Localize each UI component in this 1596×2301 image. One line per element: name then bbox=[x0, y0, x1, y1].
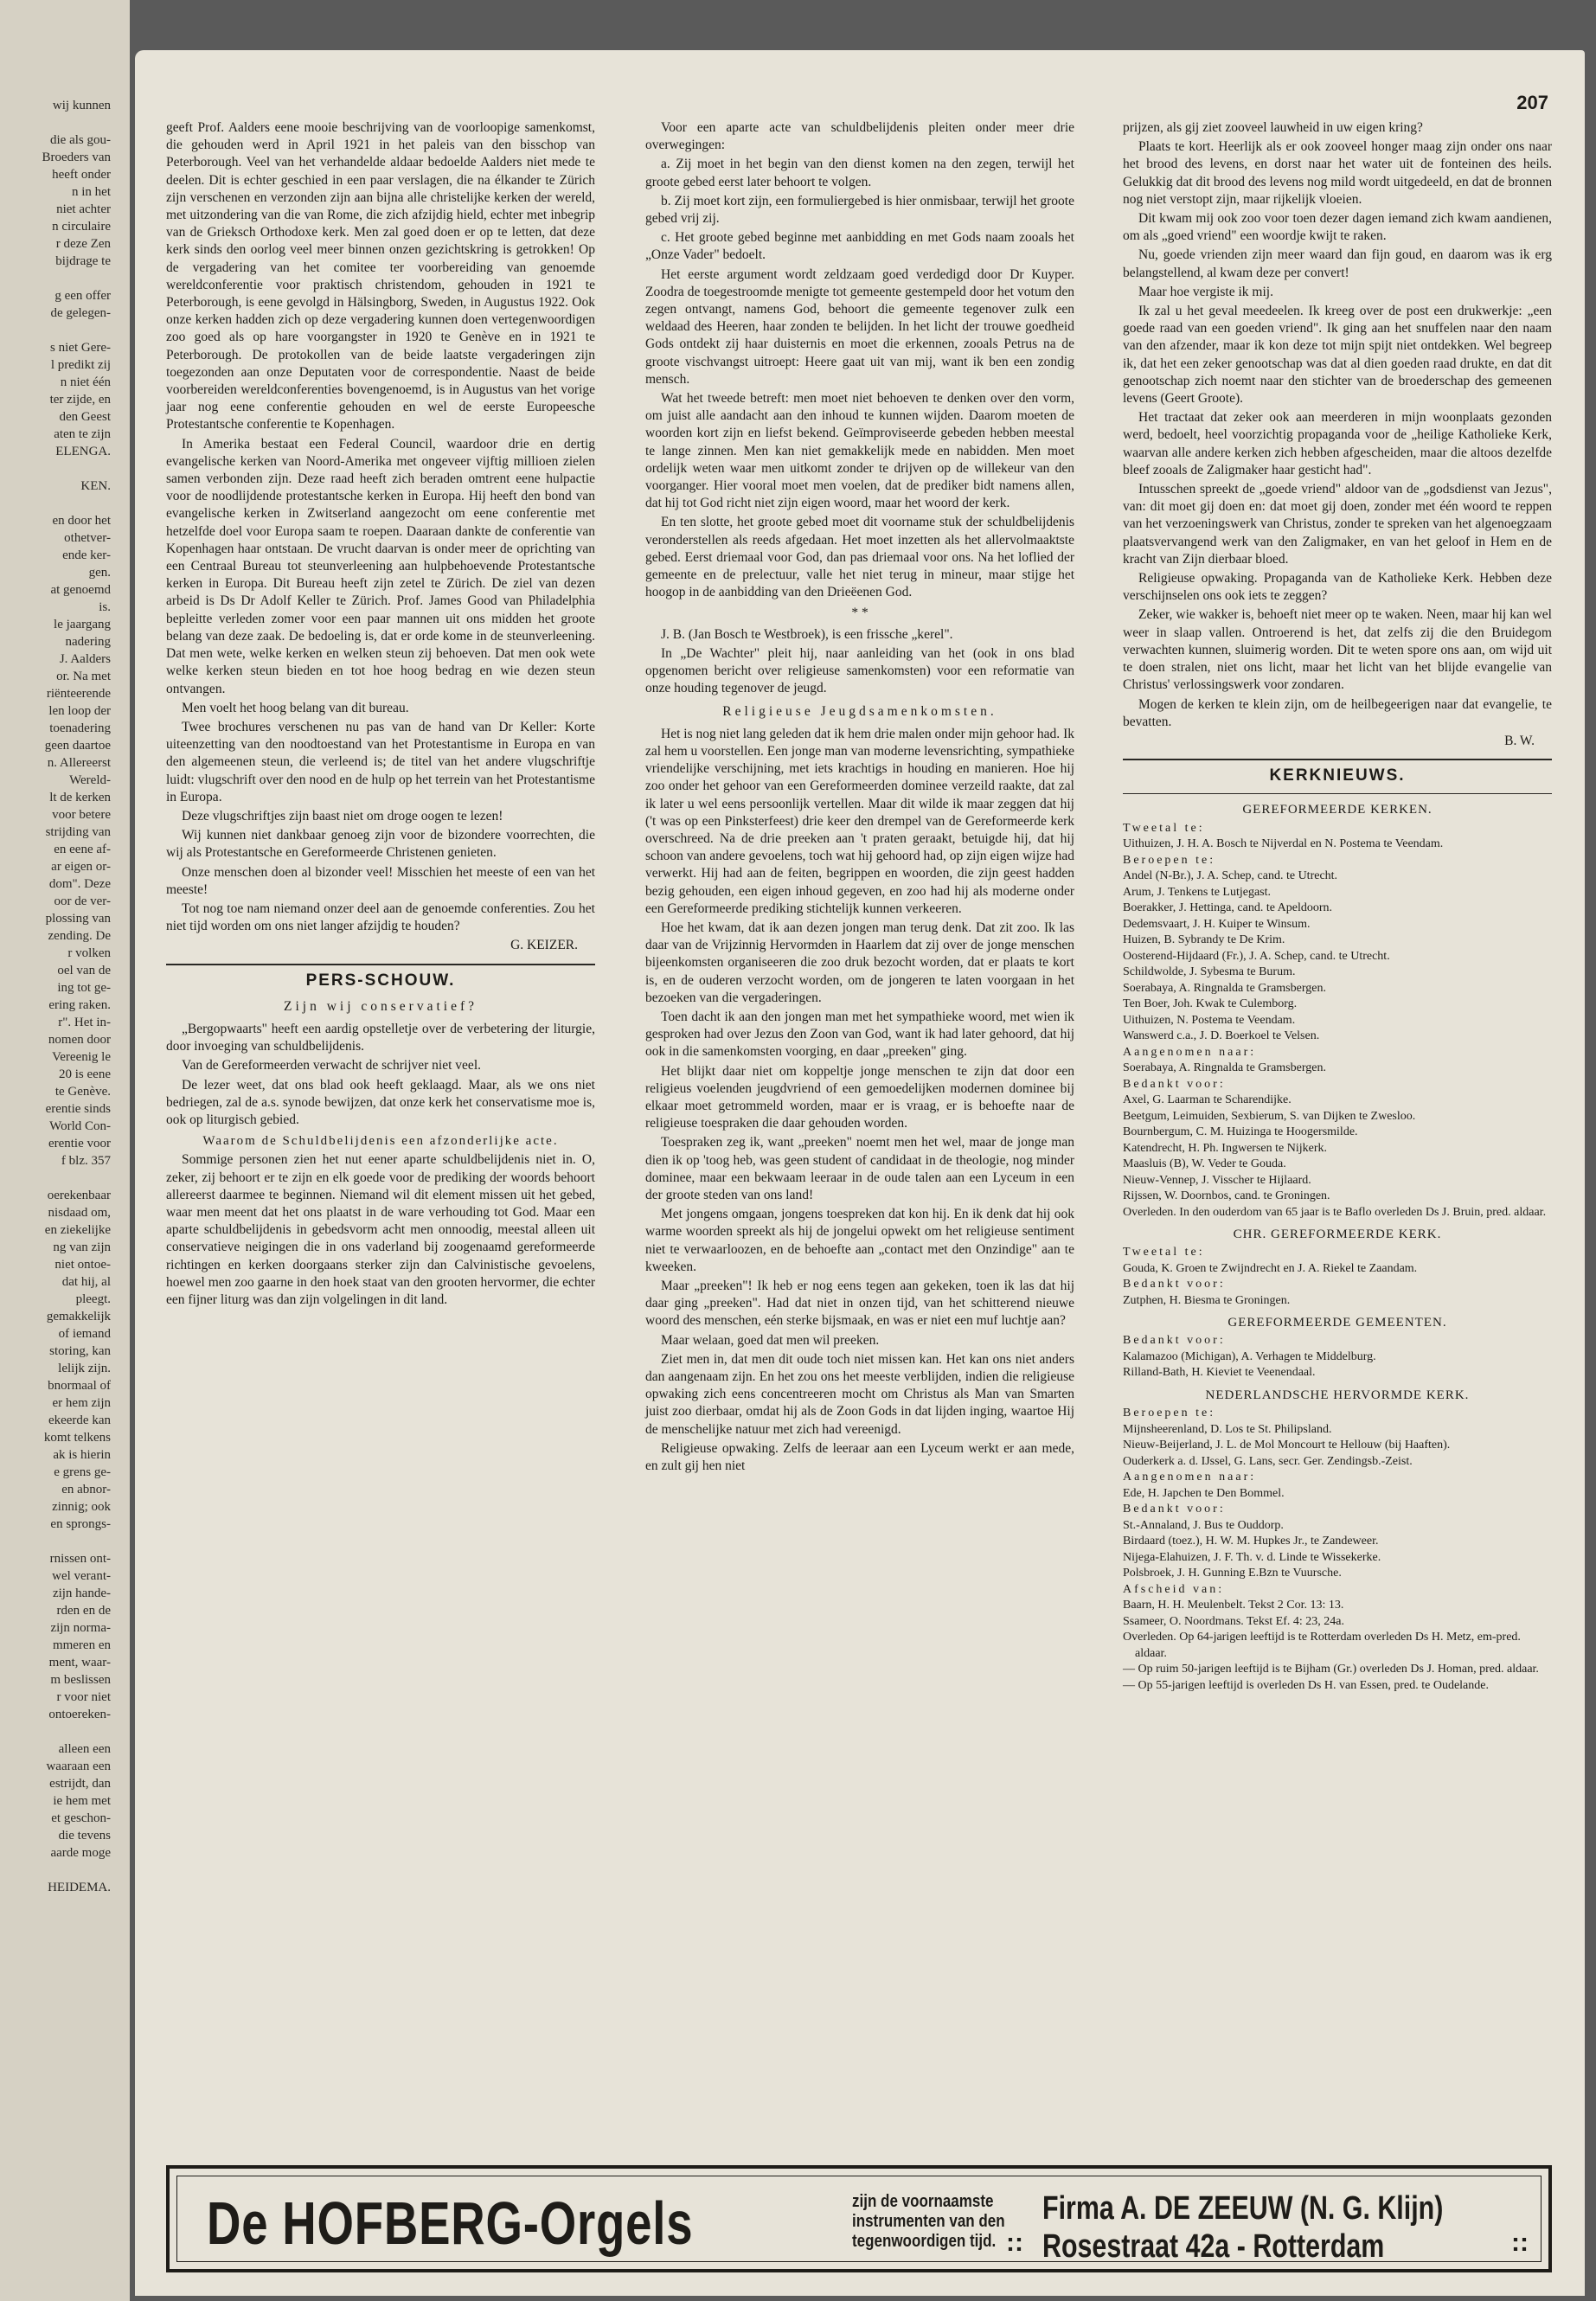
paragraph: Ik zal u het geval meedeelen. Ik kreeg over de post een drukwerkje: „een goede raad van een goeden vriend". Ik ging aan het snuffelen naar den naam van den afzender, maar ik kon deze tot mijn spijt niet ontdekken. Wel begreep ik, dat het een zeker genootschap was dat al dien goeden raad drukte, en dat dit genootschap zich noemt naar den stichter van de broederschap des gemeenen levens (Geert Groote). bbox=[1123, 304, 1552, 407]
clipped-text-line: ering raken. bbox=[48, 998, 111, 1012]
clipped-text-line: storing, kan bbox=[49, 1344, 111, 1358]
clipped-text-line: zinnig; ook bbox=[52, 1500, 111, 1514]
clipped-text-line: rden en de bbox=[56, 1604, 111, 1618]
news-category-label: Bedankt voor: bbox=[1123, 1278, 1226, 1292]
news-entry: Arum, J. Tenkens te Lutjegast. bbox=[1123, 885, 1272, 899]
section-divider bbox=[166, 964, 595, 965]
paragraph: Maar hoe vergiste ik mij. bbox=[1138, 284, 1273, 299]
clipped-text-line: die tevens bbox=[58, 1829, 111, 1843]
clipped-text-line: of iemand bbox=[58, 1327, 111, 1341]
clipped-text-line: waaraan een bbox=[46, 1759, 111, 1773]
clipped-text-line: g een offer bbox=[54, 289, 111, 303]
news-entry: Ten Boer, Joh. Kwak te Culemborg. bbox=[1123, 997, 1298, 1011]
clipped-text-line bbox=[3, 322, 111, 339]
news-entry: Axel, G. Laarman te Scharendijke. bbox=[1123, 1093, 1292, 1107]
clipped-text-line: n niet één bbox=[60, 375, 111, 389]
news-category-label: Tweetal te: bbox=[1123, 1246, 1205, 1259]
section-title-kerknieuws: KERKNIEUWS. bbox=[1269, 766, 1406, 785]
clipped-text-line: geen daartoe bbox=[44, 739, 111, 753]
clipped-text-line: KEN. bbox=[80, 479, 111, 493]
paragraph: a. Zij moet in het begin van den dienst komen na den zegen, terwijl het groote gebed eerst later behoort te volgen. bbox=[645, 157, 1074, 189]
clipped-text-line: en door het bbox=[52, 514, 111, 528]
article-signature: B. W. bbox=[1504, 733, 1535, 748]
paragraph: Het is nog niet lang geleden dat ik hem drie malen onder mijn gehoor had. Ik zal hem u voorstellen. Een jonge man van moderne levensrichting, sympathieke vriendelijke verschijning, met iets krachtigs in houding en manieren. Hoe hij zoo onder het gehoor van een Gereformeerden dominee verzeild raakte, dat zal ik later u wel eens persoonlijk vertellen. Maar dit wilde ik maar zeggen dat hij ('t was op een Pinksterfeest) drie keer den drempel van de Gereformeerde kerk overschreed. Na de drie preeken aan 't praten geraakt, betuigde hij, dat hij schoon van andere gevoelens, toch wat hij gehoord had, op zijn eigen wijze had verwerkt. Hij had aan de feiten, begrippen en woorden, die zijn geest hadden bezig gehouden, een eigen inhoud gegeven, en zoo had hij als moderne onder een Gereformeerde prediking stichtelijk kunnen verkeeren. bbox=[645, 726, 1074, 916]
paragraph: Mogen de kerken te klein zijn, om de heilbegeerigen naar dat evangelie, te bevatten. bbox=[1123, 696, 1552, 729]
news-entry: Ssameer, O. Noordmans. Tekst Ef. 4: 23, 24a. bbox=[1123, 1614, 1344, 1628]
clipped-text-line: ing tot ge- bbox=[57, 981, 111, 995]
clipped-text-line: r volken bbox=[67, 946, 111, 960]
paragraph: b. Zij moet kort zijn, een formuliergebed is hier onmisbaar, terwijl het groote gebed vrij zij. bbox=[645, 193, 1074, 227]
clipped-text-line: zijn hande- bbox=[52, 1586, 111, 1600]
clipped-text-line: heeft onder bbox=[52, 168, 111, 182]
clipped-text-line: gemakkelijk bbox=[46, 1310, 111, 1324]
clipped-text-line: en abnor- bbox=[61, 1483, 111, 1497]
paragraph: Twee brochures verschenen nu pas van de hand van Dr Keller: Korte uiteenzetting van den noodtoestand van het Protestantisme in Europa en van den algemeenen steun, die verleend is; de titel van het andere vlugschriftje luidt: vlugschrift over den nood en de hulp op het terrein van het Protestantisme in Europa. bbox=[166, 719, 595, 804]
clipped-text-line bbox=[3, 1862, 111, 1879]
paragraph: Religieuse opwaking. Propaganda van de Katholieke Kerk. Hebben deze verschijnselen ons ook iets te zeggen? bbox=[1123, 571, 1552, 604]
clipped-text-line: at genoemd bbox=[50, 583, 111, 597]
news-entry: Rijssen, W. Doornbos, cand. te Groningen. bbox=[1123, 1189, 1330, 1203]
clipped-text-line: erentie sinds bbox=[45, 1102, 111, 1116]
clipped-text-line: estrijdt, dan bbox=[49, 1777, 111, 1791]
clipped-text-line: World Con- bbox=[49, 1119, 111, 1133]
paragraph: Intusschen spreekt de „goede vriend" aldoor van de „godsdienst van Jezus", van: dit moet gij doen en: dat moet gij doen, zonder met één woord te reppen van het verzoeningswerk van Christus, zonder te spreken van het algenoegzaam plaatsvervangend werk van den Zaligmaker, en van het geloof in Hem en de kracht van Zijn dierbaar bloed. bbox=[1123, 482, 1552, 567]
clipped-text-line: le jaargang bbox=[54, 618, 111, 631]
section-divider bbox=[1123, 759, 1552, 760]
clipped-text-line: zijn norma- bbox=[50, 1621, 111, 1635]
paragraph: Het eerste argument wordt zeldzaam goed verdedigd door Dr Kuyper. Zoodra de toegestroomde menigte tot gemeente gestempeld door het votum den zegen ontvangt, namens God, behoort die gemeente tegenover zulk een weldaad des Heeren, haar zonden te belijden. In het licht der trouwe goedheid Gods ontdekt zij haar duisternis en moet die erkennen, zooals Petrus na de groote vischvangst uitroept: Heere gaat uit van mij, want ik ben een zondig mensch. bbox=[645, 266, 1074, 387]
clipped-text-line: e grens ge- bbox=[54, 1465, 111, 1479]
clipped-text-line: rnissen ont- bbox=[49, 1552, 111, 1566]
article-quote-body bbox=[645, 726, 1074, 1476]
clipped-text-line: bijdrage te bbox=[55, 254, 111, 268]
clipped-text-line: de gelegen- bbox=[50, 306, 111, 320]
ad-ornament: :: bbox=[1511, 2228, 1529, 2257]
clipped-text-line: lt de kerken bbox=[49, 791, 111, 804]
clipped-text-line: pleegt. bbox=[75, 1292, 111, 1306]
separator-stars: * * bbox=[851, 606, 869, 621]
clipped-text-line: gen. bbox=[88, 566, 111, 580]
paragraph: En ten slotte, het groote gebed moet dit voorname stuk der schuldbelijdenis veronderstellen als reeds afgedaan. Het moet inzetten als het allervolmaaktste gebed. Eerst driemaal voor God, dan pas driemaal voor ons. Na het loflied der gemeente en de prelectuur, valle het niet terug in mineur, maar stijge het hoogop in de aanbidding van den Drieëenen God. bbox=[645, 515, 1074, 600]
news-entry: Oosterend-Hijdaard (Fr.), J. A. Schep, cand. te Utrecht. bbox=[1123, 949, 1390, 963]
clipped-text-line: HEIDEMA. bbox=[48, 1881, 111, 1894]
ad-tagline-line: instrumenten van den bbox=[852, 2212, 1005, 2231]
paragraph: Tot nog toe nam niemand onzer deel aan de genoemde conferenties. Zou het niet tijd worden om ons niet langer afzijdig te houden? bbox=[166, 901, 595, 934]
news-entry: Nijega-Elahuizen, J. F. Th. v. d. Linde te Wissekerke. bbox=[1123, 1550, 1381, 1564]
article-continuation bbox=[166, 119, 595, 935]
news-entry: Andel (N-Br.), J. A. Schep, cand. te Utrecht. bbox=[1123, 869, 1338, 883]
news-entry: Huizen, B. Sybrandy te De Krim. bbox=[1123, 933, 1285, 947]
news-entry: Mijnsheerenland, D. Los te St. Philipsland. bbox=[1123, 1422, 1332, 1436]
news-entry: — Op 55-jarigen leeftijd is overleden Ds H. van Essen, pred. te Oudelande. bbox=[1123, 1678, 1489, 1692]
clipped-text-line: Broeders van bbox=[42, 151, 111, 164]
section-divider-thin bbox=[1123, 793, 1552, 794]
article-subtitle: Religieuse Jeugdsamenkomsten. bbox=[722, 703, 997, 719]
news-entry: Baarn, H. H. Meulenbelt. Tekst 2 Cor. 13: 13. bbox=[1123, 1599, 1344, 1612]
advertisement bbox=[166, 2165, 1552, 2272]
clipped-text-line: oel van de bbox=[57, 964, 111, 977]
news-category-label: Aangenomen naar: bbox=[1123, 1471, 1257, 1484]
clipped-text-line bbox=[3, 1533, 111, 1550]
church-heading: NEDERLANDSCHE HERVORMDE KERK. bbox=[1205, 1388, 1470, 1402]
news-entry: Katendrecht, H. Ph. Ingwersen te Nijkerk. bbox=[1123, 1141, 1327, 1155]
news-entry: Dedemsvaart, J. H. Kuiper te Winsum. bbox=[1123, 917, 1311, 931]
clipped-text-line: f blz. 357 bbox=[61, 1154, 111, 1168]
clipped-text-line: mmeren en bbox=[52, 1638, 111, 1652]
advertisement-inner-frame bbox=[176, 2176, 1542, 2265]
section-title-pers-schouw: PERS-SCHOUW. bbox=[305, 971, 456, 990]
clipped-text-line: aten te zijn bbox=[54, 427, 111, 441]
news-entry: Soerabaya, A. Ringnalda te Gramsbergen. bbox=[1123, 981, 1326, 995]
paragraph: Men voelt het hoog belang van dit bureau. bbox=[182, 700, 409, 715]
news-entry: — Op ruim 50-jarigen leeftijd is te Bijham (Gr.) overleden Ds J. Homan, pred. aldaar. bbox=[1123, 1663, 1539, 1676]
clipped-text-line: nisdaad om, bbox=[48, 1206, 111, 1220]
clipped-text-line: or. Na met bbox=[56, 670, 111, 683]
clipped-text-line: ekeerde kan bbox=[48, 1413, 111, 1427]
news-entry: Birdaard (toez.), H. W. M. Hupkes Jr., te Zandeweer. bbox=[1123, 1535, 1379, 1548]
news-entry: Beetgum, Leimuiden, Sexbierum, S. van Dijken te Zwesloo. bbox=[1123, 1109, 1416, 1123]
ad-tagline-line: zijn de voornaamste bbox=[852, 2192, 994, 2211]
ad-tagline bbox=[852, 2192, 1005, 2252]
news-entry: Wanswerd c.a., J. D. Boerkoel te Velsen. bbox=[1123, 1029, 1320, 1043]
clipped-text-line: et geschon- bbox=[51, 1811, 111, 1825]
clipped-text-line: Vereenig le bbox=[52, 1050, 111, 1064]
clipped-text-line: ie hem met bbox=[53, 1794, 111, 1808]
clipped-text-line: en sprongs- bbox=[50, 1517, 111, 1531]
article-body bbox=[1123, 119, 1552, 731]
clipped-text-line: nadering bbox=[65, 635, 111, 649]
paragraph: Maar welaan, goed dat men wil preeken. bbox=[661, 1332, 880, 1348]
paragraph: Maar „preeken"! Ik heb er nog eens tegen aan gekeken, toen ik las dat hij daar ging „preeken". Had dat niet in onzen tijd, van het schitterend nieuwe woord des menschen, eén sterke bijsmaak, en was er niet een muf luchtje aan? bbox=[645, 1279, 1074, 1329]
article-body bbox=[645, 119, 1074, 601]
clipped-text-line bbox=[3, 460, 111, 478]
news-entry: St.-Annaland, J. Bus te Ouddorp. bbox=[1123, 1518, 1284, 1532]
news-entry: Nieuw-Vennep, J. Visscher te Hijlaard. bbox=[1123, 1173, 1311, 1187]
clipped-text-line: r deze Zen bbox=[55, 237, 111, 251]
news-entry: Bournbergum, C. M. Huizinga te Hoogersmilde. bbox=[1123, 1125, 1358, 1139]
ad-ornament: :: bbox=[1006, 2228, 1023, 2257]
clipped-text-line: ar eigen or- bbox=[51, 860, 111, 874]
column-2 bbox=[645, 119, 1074, 1477]
clipped-text-line: te Genève. bbox=[54, 1085, 111, 1099]
ad-firm-name: Firma A. DE ZEEUW (N. G. Klijn) bbox=[1042, 2190, 1444, 2227]
clipped-text-line: lelijk zijn. bbox=[58, 1362, 111, 1375]
ad-brand-name: De HOFBERG-Orgels bbox=[207, 2189, 694, 2257]
paragraph: „Bergopwaarts" heeft een aardig opstelletje over de verbetering der liturgie, door invoeging van schuldbelijdenis. bbox=[166, 1021, 595, 1054]
page-number: 207 bbox=[1516, 92, 1548, 113]
news-entry: Overleden. Op 64-jarigen leeftijd is te Rotterdam overleden Ds H. Metz, em-pred. aldaar. bbox=[1123, 1631, 1521, 1660]
church-heading: GEREFORMEERDE KERKEN. bbox=[1242, 803, 1433, 817]
news-entry: Boerakker, J. Hettinga, cand. te Apeldoorn. bbox=[1123, 901, 1333, 915]
news-entry: Ouderkerk a. d. IJssel, G. Lans, secr. Ger. Zendingsb.-Zeist. bbox=[1123, 1454, 1413, 1468]
clipped-text-line: oerekenbaar bbox=[47, 1189, 111, 1202]
paragraph: Het blijkt daar niet om koppeltje jonge menschen te zijn dat door een religieus voelenden jeugdvriend of een gemoedelijken modernen dominee bij elkaar moet getrommeld worden, maar er is vraag, er is behoefte naar de religieuse toespraken die daar gehouden worden. bbox=[645, 1063, 1074, 1131]
newspaper-page bbox=[135, 50, 1585, 2296]
news-entry: Polsbroek, J. H. Gunning E.Bzn te Vuursche. bbox=[1123, 1567, 1342, 1580]
clipped-text-line: othetver- bbox=[64, 531, 111, 545]
paragraph: Wat het tweede betreft: men moet niet behoeven te denken over den vorm, om juist alle aandacht aan den inhoud te kunnen wijden. Daarom moeten de woorden kort zijn en liefst bekend. Geïmproviseerde gebeden hebben meestal te lange zinnen. Men kan niet gemakkelijk mede en nabidden. Men moet ordelijk weten waar men uitkomt zonder te drijven op de willekeur van den voorganger. Hier vooral moet men voelen, dat de prediker bidt namens allen, dat hij tot God richt niet zijn eigen woord, maar het woord der kerk. bbox=[645, 391, 1074, 511]
paragraph: Het tractaat dat zeker ook aan meerderen in mijn woonplaats gezonden werd, bedoelt, heel voorzichtig propaganda voor de „heilige Katholieke Kerk, waarvan alle andere kerken zich hebben afgescheiden, maar die altoos dezelfde bleef zooals de Zaligmaker haar gesticht had". bbox=[1123, 410, 1552, 478]
clipped-text-line: n. Allereerst bbox=[47, 756, 111, 770]
article-body bbox=[166, 1021, 595, 1129]
clipped-text-line: ng van zijn bbox=[53, 1240, 111, 1254]
paragraph: Plaats te kort. Heerlijk als er ook zooveel honger maag zijn onder ons naar het brood des levens, en dorst naar het water uit de fonteinen des heils. Gelukkig dat dit brood des levens nog mild wordt uitgedeeld, en dat de bronnen nog niet verstopt zijn, maar rijkelijk vloeien. bbox=[1123, 139, 1552, 207]
clipped-text-line: n in het bbox=[72, 185, 111, 199]
clipped-text-line: die als gou- bbox=[50, 133, 111, 147]
paragraph: geeft Prof. Aalders eene mooie beschrijving van de voorloopige samenkomst, die gehouden werd in April 1921 in het paleis van den bisschop van Peterborough. Veel van het verhandelde aldaar bedoelde Aalders niet mede te deelen. Dit is echter geschied in een paar verslagen, die na élkander te Zürich zijn verschenen en verzonden zijn aan bijna alle christelijke kerken der wereld, met uitzondering van die van Rome, die zich afzijdig hield, echter met inbegrip van de Grieksch Orthodoxe kerk. Men zal goed doen er op te letten, dat deze kerk sinds den oorlog veel meer binnen onzen gezichtskring is getrokken! Op de vergadering van het comitee ter voorbereiding van genoemde wereldconferentie voor praktisch christendom, gehouden in 1921 te Peterborough, is eene gevolgd in Hälsingborg, Sweden, in Augustus 1922. Ook onze kerken hadden zich op deze vergadering kunnen doen vertegenwoordigen zoo goed als op hare voorgangster in 1920 te Genève en in 1921 te Peterborough. De protokollen van de beide laatste vergaderingen zijn toegezonden aan onze Deputaten voor de correspondentie. Naast de beide voorbereiden wereldconferenties bovengenoemd, is in Augustus van het vorige jaar nog eene conferentie gehouden en wel de eerste Europeesche Protestantsche conferentie te Kopenhagen. bbox=[166, 120, 595, 433]
news-entry: Uithuizen, J. H. A. Bosch te Nijverdal en N. Postema te Veendam. bbox=[1123, 837, 1444, 851]
article-body-continued bbox=[166, 1151, 595, 1309]
clipped-text-line: m beslissen bbox=[50, 1673, 111, 1687]
news-category-label: Afscheid van: bbox=[1123, 1582, 1225, 1596]
news-entry: Uithuizen, N. Postema te Veendam. bbox=[1123, 1013, 1296, 1027]
clipped-text-line: toenadering bbox=[49, 721, 111, 735]
clipped-text-line: ment, waar- bbox=[48, 1656, 111, 1670]
paragraph: Onze menschen doen al bizonder veel! Misschien het meeste of een van het meeste! bbox=[166, 864, 595, 897]
news-entry: Zutphen, H. Biesma te Groningen. bbox=[1123, 1293, 1291, 1307]
paragraph: Toen dacht ik aan den jongen man met het sympathieke woord, met wien ik gesproken had over Jezus den Zoon van God, want ik had later gehoord, dat hij ook in die samenkomsten voorging, en daar „preeken" ging. bbox=[645, 1009, 1074, 1060]
news-entry: Soerabaya, A. Ringnalda te Gramsbergen. bbox=[1123, 1061, 1326, 1075]
paragraph: Van de Gereformeerden verwacht de schrijver niet veel. bbox=[182, 1058, 481, 1074]
paragraph: In Amerika bestaat een Federal Council, waardoor drie en dertig evangelische kerken van Noord-Amerika met ongeveer vijftig millioen zielen samen verbonden zijn. Deze raad heeft zich beraden omtrent eene hulpactie voor de noodlijdende protestantsche kerken in Europa. Hij heeft den bond van evangelische kerken in Zwitserland aangezocht om eene conferentie met hetzelfde doel voor Europa saam te roepen. Daaraan dankte de conferentie van Kopenhagen haar ontstaan. De vrucht daarvan is onder meer de oprichting van een Centraal Bureau tot steunverleening aan hulpbehoevende Protestantsche kerken in Europa. Dit Bureau heeft zijn zetel te Zürich. De ziel van dezen arbeid is Ds Dr Adolf Keller te Zürich. Prof. James Good van Philadelphia bepleitte verleden zomer voor een paar mannen uit ons midden het groote belang van deze zaak. De bedoeling is, dat er orde kome in de steunverleening. Dat men wete, welke kerken en welken steun zij behoeven. Dat men ook wete welke kerken steun bieden en tot hoe hoog bedrag en wie dezen steun ontvangen. bbox=[166, 436, 595, 696]
news-entry: Rilland-Bath, H. Kieviet te Veenendaal. bbox=[1123, 1366, 1316, 1380]
paragraph: Ziet men in, dat men dit oude toch niet missen kan. Het kan ons niet anders dan aangenaam zijn. En het zou ons het meeste verblijden, indien die religieuse opwaking zich eens concentreeren mocht om Christus als Man van Smarten juist zoo dierbaar, omdat hij als de Zoon Gods in dat lijden inging, waartoe Hij de menschelijke natuur met zich had vereenigd. bbox=[645, 1351, 1074, 1437]
clipped-text-line: bnormaal of bbox=[48, 1379, 111, 1393]
paragraph: J. B. (Jan Bosch te Westbroek), is een frissche „kerel". bbox=[661, 626, 953, 642]
clipped-text-line: ELENGA. bbox=[55, 445, 111, 458]
news-entry: Ede, H. Japchen te Den Bommel. bbox=[1123, 1486, 1285, 1500]
paragraph: prijzen, als gij ziet zooveel lauwheid in uw eigen kring? bbox=[1123, 120, 1423, 135]
clipped-text-line: en eene af- bbox=[54, 843, 111, 856]
clipped-text-line: s niet Gere- bbox=[50, 341, 111, 355]
clipped-text-line: ak is hierin bbox=[53, 1448, 111, 1462]
clipped-text-line: erentie voor bbox=[48, 1137, 111, 1150]
paragraph: Dit kwam mij ook zoo voor toen dezer dagen iemand zich kwam aandienen, om als „goed vriend" een woordje kwijt te raken. bbox=[1123, 211, 1552, 244]
paragraph: Voor een aparte acte van schuldbelijdenis pleiten onder meer drie overwegingen: bbox=[645, 120, 1074, 153]
news-category-label: Bedankt voor: bbox=[1123, 1503, 1226, 1516]
news-entry: Schildwolde, J. Sybesma te Burum. bbox=[1123, 965, 1296, 979]
clipped-text-line: r". Het in- bbox=[58, 1016, 111, 1029]
clipped-text-line: zending. De bbox=[48, 929, 111, 943]
clipped-text-line: ter zijde, en bbox=[49, 393, 111, 407]
news-category-label: Tweetal te: bbox=[1123, 821, 1205, 835]
column-1 bbox=[166, 119, 595, 1311]
paragraph: Sommige personen zien het nut eener aparte schuldbelijdenis niet in. O, zeker, zij behoort er te zijn en elk goede voor de prediking der woords behoort allereerst daarmee te beginnen. Niemand wil dit element missen uit het gebed, waar men meent dat het ons plaatst in de ware verhouding tot God. Maar een aparte schuldbelijdenis in gebedsvorm acht men onnoodig, meestal alleen uit conservatieve neigingen die in ons vaderland bij zoogenaamd gereformeerde richtingen en kerken doorgaans sterker zijn dan Calvinistische gevoelens, hoewel men zoo gaarne in den hoek staat van den grooten hervormer, die echter een fijner liturg was dan zijn volgelingen in dit land. bbox=[166, 1152, 595, 1307]
paragraph: Deze vlugschriftjes zijn baast niet om droge oogen te lezen! bbox=[182, 808, 503, 824]
news-entry: Maasluis (B), W. Veder te Gouda. bbox=[1123, 1157, 1286, 1171]
news-entry: Overleden. In den ouderdom van 65 jaar is te Baflo overleden Ds J. Bruin, pred. aldaar. bbox=[1123, 1205, 1547, 1219]
clipped-text-line bbox=[3, 1723, 111, 1740]
news-entry: Kalamazoo (Michigan), A. Verhagen te Middelburg. bbox=[1123, 1349, 1376, 1363]
clipped-text-line: alleen een bbox=[58, 1742, 111, 1756]
news-category-label: Beroepen te: bbox=[1123, 1407, 1216, 1420]
column-3 bbox=[1123, 119, 1552, 1694]
paragraph: Toespraken zeg ik, want „preeken" noemt men het wel, maar de jonge man dien ik op 'toog heb, was geen student of candidaat in de theologie, nog minder dominee, maar een bekwaam leeraar in de oude talen aan een Lyceum in een der groote steden van ons land! bbox=[645, 1135, 1074, 1202]
article-subtitle: Zijn wij conservatief? bbox=[283, 998, 478, 1014]
church-heading: CHR. GEREFORMEERDE KERK. bbox=[1233, 1227, 1442, 1242]
clipped-text-line: wel verant- bbox=[52, 1569, 111, 1583]
paragraph: Hoe het kwam, dat ik aan dezen jongen man terug denk. Dat zit zoo. Ik las daar van de Vrijzinnig Hervormden in Haarlem dat zij over de jonge menschen bijeenkomsten organiseeren die zoo druk bezocht worden, dat er plaats te kort is, en de ouderen verzocht worden, om de jongeren te laten voorgaan in het bezoeken van die vergaderingen. bbox=[645, 920, 1074, 1005]
clipped-text-line: en ziekelijke bbox=[44, 1223, 111, 1237]
church-news-list bbox=[1123, 801, 1552, 1694]
clipped-text-line bbox=[3, 1170, 111, 1187]
clipped-text-line bbox=[3, 270, 111, 287]
paragraph: Met jongens omgaan, jongens toespreken dat kon hij. En ik denk dat hij ook warme woorden spreekt als hij de jongelui opwekt om het religieuse sentiment niet te verwaarloozen, en de behoefte aan „contact met den Onzindige" aan te kweeken. bbox=[645, 1207, 1074, 1274]
clipped-text-line bbox=[3, 114, 111, 131]
clipped-text-line: ende ker- bbox=[62, 548, 111, 562]
article-subheading: Waarom de Schuldbelijdenis een afzonderlijke acte. bbox=[202, 1134, 559, 1149]
adjacent-page-strip bbox=[0, 0, 130, 2301]
paragraph: c. Het groote gebed beginne met aanbidding en met Gods naam zooals het „Onze Vader" bedoelt. bbox=[645, 230, 1074, 263]
paragraph: Religieuse opwaking. Zelfs de leeraar aan een Lyceum werkt er aan mede, en zult gij hen niet bbox=[645, 1440, 1074, 1474]
paragraph: Nu, goede vrienden zijn meer waard dan fijn goud, en daarom was ik erg belangstellend, al kwam deze per convert! bbox=[1123, 247, 1552, 280]
ad-tagline-line: tegenwoordigen tijd. bbox=[852, 2232, 997, 2251]
adjacent-page-column bbox=[3, 97, 111, 1896]
clipped-text-line: n circulaire bbox=[52, 220, 111, 234]
paragraph: In „De Wachter" pleit hij, naar aanleiding van het (ook in ons blad opgenomen bericht over religieuse samenkomsten) voor een reformatie van onze houding tegenover de jeugd. bbox=[645, 645, 1074, 696]
article-intro bbox=[645, 626, 1074, 698]
clipped-text-line: dat hij, al bbox=[61, 1275, 111, 1289]
clipped-text-line: plossing van bbox=[45, 912, 111, 926]
clipped-text-line: oor de ver- bbox=[54, 894, 111, 908]
article-signature: G. KEIZER. bbox=[510, 938, 578, 953]
paragraph: Wij kunnen niet dankbaar genoeg zijn voor de bizondere voorrechten, die wij als Protestantsche en Gereformeerde Christenen genieten. bbox=[166, 828, 595, 861]
clipped-text-line: den Geest bbox=[59, 410, 111, 424]
clipped-text-line: niet achter bbox=[56, 202, 111, 216]
clipped-text-line: komt telkens bbox=[43, 1431, 111, 1445]
paragraph: De lezer weet, dat ons blad ook heeft geklaagd. Maar, als we ons niet bedriegen, zal de a.s. synode bewijzen, dat onze kerk het conservatisme moe is, ook op liturgisch gebied. bbox=[166, 1077, 595, 1127]
news-category-label: Beroepen te: bbox=[1123, 853, 1216, 867]
clipped-text-line: dom". Deze bbox=[48, 877, 111, 891]
news-entry: Gouda, K. Groen te Zwijndrecht en J. A. Riekel te Zaandam. bbox=[1123, 1261, 1418, 1275]
clipped-text-line: niet ontoe- bbox=[54, 1258, 111, 1272]
news-entry: Nieuw-Beijerland, J. L. de Mol Moncourt te Hellouw (bij Haaften). bbox=[1123, 1439, 1451, 1452]
ad-address: Rosestraat 42a - Rotterdam bbox=[1042, 2228, 1385, 2265]
clipped-text-line: aarde moge bbox=[50, 1846, 111, 1860]
clipped-text-line: len loop der bbox=[48, 704, 111, 718]
clipped-text-line: ontoereken- bbox=[48, 1708, 111, 1721]
clipped-text-line: 20 is eene bbox=[59, 1067, 111, 1081]
clipped-text-line: strijding van bbox=[45, 825, 111, 839]
clipped-text-line: voor betere bbox=[52, 808, 111, 822]
news-category-label: Bedankt voor: bbox=[1123, 1334, 1226, 1348]
clipped-text-line: wij kunnen bbox=[52, 99, 111, 112]
church-heading: GEREFORMEERDE GEMEENTEN. bbox=[1227, 1316, 1447, 1330]
clipped-text-line: Wereld- bbox=[69, 773, 111, 787]
clipped-text-line: is. bbox=[99, 600, 111, 614]
news-category-label: Bedankt voor: bbox=[1123, 1077, 1226, 1091]
clipped-text-line: l predikt zij bbox=[50, 358, 111, 372]
paragraph: Zeker, wie wakker is, behoeft niet meer op te waken. Neen, maar hij kan wel weer in slaap vallen. Ontroerend is het, dat zelfs zij die den Bruidegom verwachten kunnen, sluimerig worden. Dit te weten spore ons aan, om wijd uit te doen stralen, niet ons licht, maar het licht van het blijde evangelie van Christus' verlossingswerk voor zondaren. bbox=[1123, 607, 1552, 693]
clipped-text-line: J. Aalders bbox=[59, 652, 111, 666]
news-category-label: Aangenomen naar: bbox=[1123, 1045, 1257, 1059]
clipped-text-line: riënteerende bbox=[46, 687, 111, 701]
clipped-text-line: r voor niet bbox=[56, 1690, 111, 1704]
clipped-text-line: nomen door bbox=[48, 1033, 111, 1047]
clipped-text-line bbox=[3, 495, 111, 512]
clipped-text-line: er hem zijn bbox=[52, 1396, 111, 1410]
